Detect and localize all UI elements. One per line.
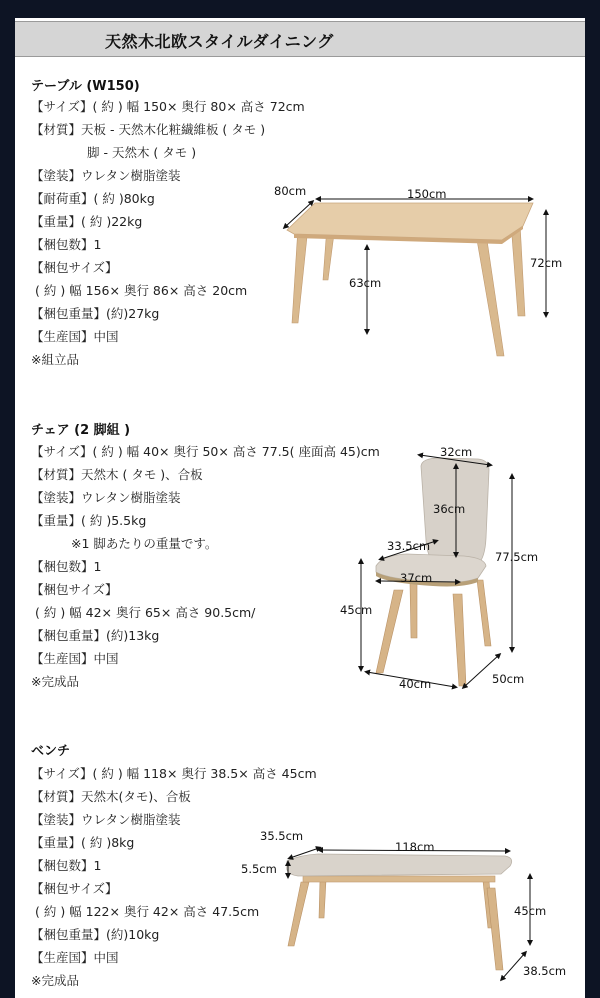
chair-seat-height-label: 45cm [340,603,373,617]
spec-line: 【材質】天然木(タモ)、合板 [31,789,191,804]
spec-line: 【重量】( 約 )8kg [31,835,135,850]
spec-line: 【梱包重量】(約)27kg [31,306,160,321]
spec-line: 【梱包サイズ】 [31,881,118,896]
bench-illustration [241,829,566,979]
table-top [287,203,533,240]
spec-line: 【梱包重量】(約)13kg [31,628,160,643]
table-height-label: 72cm [530,256,563,270]
chair-section-title: チェア (2 脚組 ) [31,423,131,438]
spec-line: 【重量】( 約 )22kg [31,214,143,229]
furniture-illustrations [15,18,585,998]
bench-width-label: 118cm [395,840,435,854]
spec-line: 【耐荷重】( 約 )80kg [31,191,155,206]
chair-total-height-label: 77.5cm [495,550,539,564]
table-width-label: 150cm [407,187,447,201]
page-title: 天然木北欧スタイルダイニング [105,32,334,51]
spec-line: ( 約 ) 幅 122× 奥行 42× 高さ 47.5cm [35,904,260,919]
spec-line: 脚 - 天然木 ( タモ ) [87,145,197,160]
chair-depth-label: 50cm [492,672,525,686]
table-depth-label: 80cm [274,184,307,198]
spec-line: 【生産国】中国 [31,651,119,666]
chair-back-width-label: 32cm [440,445,473,459]
spec-line: 【生産国】中国 [31,950,119,965]
spec-line: ※1 脚あたりの重量です。 [71,536,218,551]
spec-line: 【サイズ】( 約 ) 幅 40× 奥行 50× 高さ 77.5( 座面高 45)cm [31,444,380,459]
bench-frame [303,876,495,882]
spec-line: 【材質】天然木 ( タモ )、合板 [31,467,203,482]
table-illustration [274,184,562,356]
chair-width-label: 40cm [399,677,432,691]
spec-line: ※組立品 [31,352,79,367]
bench-height-label: 45cm [514,904,547,918]
spec-line: 【生産国】中国 [31,329,119,344]
spec-line: 【梱包数】1 [31,858,102,873]
spec-line: 【重量】( 約 )5.5kg [31,513,147,528]
chair-seat-width-label: 37cm [400,571,433,585]
spec-line: 【サイズ】( 約 ) 幅 150× 奥行 80× 高さ 72cm [31,99,305,114]
spec-line: 【梱包重量】(約)10kg [31,927,160,942]
spec-line: 【梱包数】1 [31,237,102,252]
bench-cushion [287,854,512,876]
bench-cushion-label: 5.5cm [241,862,277,876]
spec-line: ( 約 ) 幅 156× 奥行 86× 高さ 20cm [35,283,248,298]
spec-line: 【サイズ】( 約 ) 幅 118× 奥行 38.5× 高さ 45cm [31,766,317,781]
spec-line: 【梱包サイズ】 [31,260,118,275]
spec-panel [15,18,585,998]
spec-line: 【梱包サイズ】 [31,582,118,597]
spec-line: 【材質】天板 - 天然木化粧繊維板 ( タモ ) [31,122,266,137]
table-knee-label: 63cm [349,276,382,290]
spec-line: 【塗装】ウレタン樹脂塗装 [31,490,181,505]
spec-line: 【塗装】ウレタン樹脂塗装 [31,168,181,183]
table-section-title: テーブル (W150) [31,79,140,94]
chair-back-height-label: 36cm [433,502,466,516]
bench-section-title: ベンチ [31,744,71,759]
chair-legs [376,580,491,686]
bench-depth-top-label: 35.5cm [260,829,304,843]
bench-legs [288,880,503,970]
spec-line: ※完成品 [31,973,79,988]
spec-line: ( 約 ) 幅 42× 奥行 65× 高さ 90.5cm/ [35,605,256,620]
spec-line: 【塗装】ウレタン樹脂塗装 [31,812,181,827]
bench-depth-label: 38.5cm [523,964,567,978]
chair-illustration [340,445,538,691]
spec-line: ※完成品 [31,674,79,689]
chair-seat-depth-label: 33.5cm [387,539,431,553]
spec-line: 【梱包数】1 [31,559,102,574]
